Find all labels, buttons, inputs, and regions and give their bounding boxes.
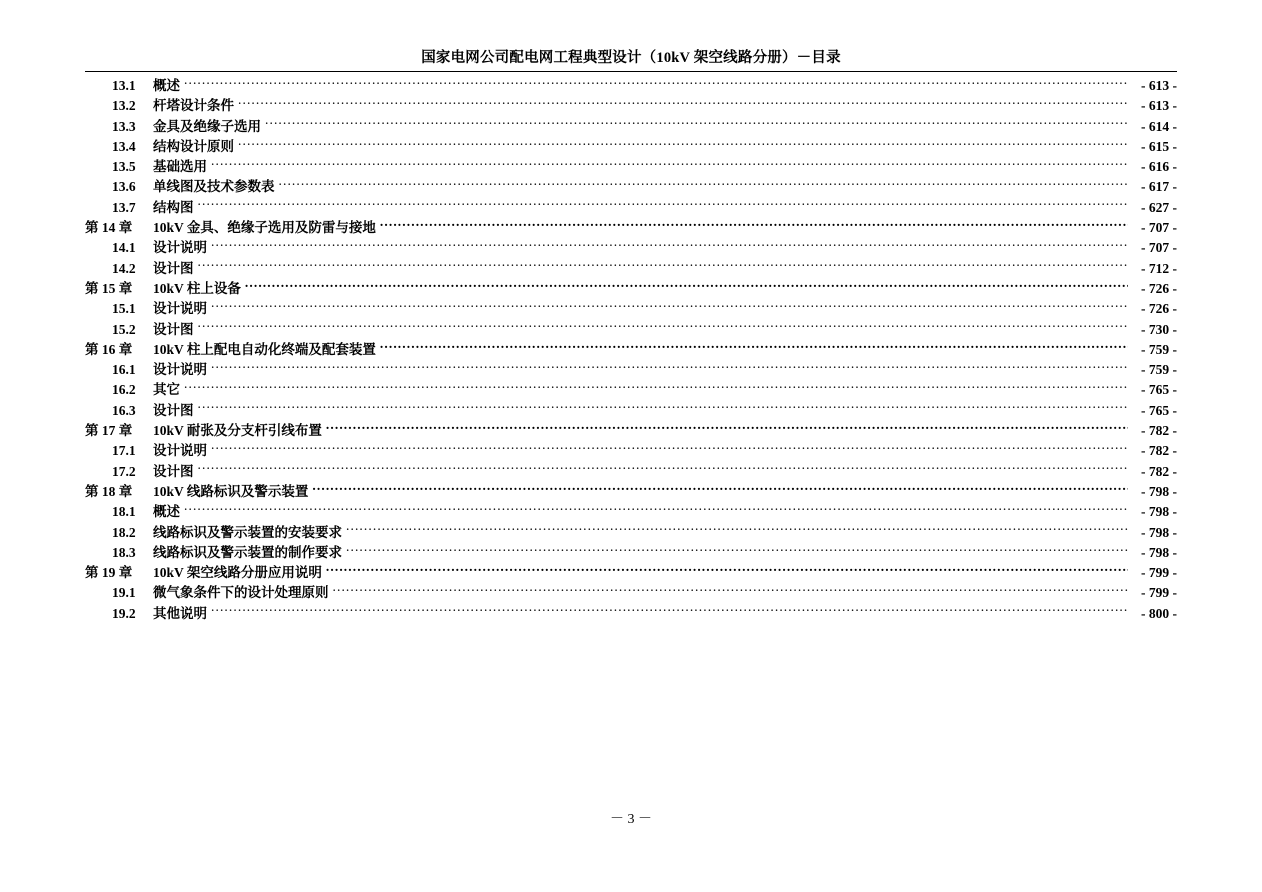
toc-entry-title: 单线图及技术参数表 — [153, 179, 275, 195]
toc-entry-page: - 765 - — [1141, 402, 1177, 418]
toc-entry[interactable] — [85, 543, 1177, 563]
toc-entry-page: - 615 - — [1141, 138, 1177, 154]
toc-entry-number: 16.3 — [112, 402, 136, 418]
toc-leader-dots — [211, 360, 1128, 374]
toc-entry-page: - 726 - — [1141, 280, 1177, 296]
toc-entry-page: - 707 - — [1141, 220, 1177, 236]
toc-leader-dots — [238, 137, 1128, 151]
toc-leader-dots — [198, 259, 1129, 273]
toc-entry-title: 设计说明 — [153, 301, 207, 317]
toc-entry-number: 14.1 — [112, 240, 136, 256]
toc-entry[interactable] — [85, 380, 1177, 400]
toc-entry-page: - 798 - — [1141, 504, 1177, 520]
toc-entry-number: 19.2 — [112, 605, 136, 621]
toc-entry-title: 设计图 — [153, 402, 194, 418]
toc-entry-number: 18.1 — [112, 504, 136, 520]
toc-entry-page: - 759 - — [1141, 362, 1177, 378]
toc-entry[interactable] — [85, 299, 1177, 319]
toc-entry[interactable] — [85, 482, 1177, 502]
header-divider — [85, 71, 1177, 72]
toc-leader-dots — [346, 523, 1128, 537]
toc-leader-dots — [198, 198, 1129, 212]
toc-leader-dots — [265, 117, 1128, 131]
toc-entry[interactable] — [85, 117, 1177, 137]
toc-entry[interactable] — [85, 320, 1177, 340]
toc-entry[interactable] — [85, 441, 1177, 461]
toc-leader-dots — [326, 421, 1128, 435]
toc-entry[interactable] — [85, 76, 1177, 96]
toc-entry-title: 10kV 金具、绝缘子选用及防雷与接地 — [153, 220, 376, 236]
toc-leader-dots — [184, 380, 1128, 394]
table-of-contents — [85, 76, 1177, 624]
toc-entry[interactable] — [85, 360, 1177, 380]
toc-entry-number: 18.3 — [112, 544, 136, 560]
toc-entry[interactable] — [85, 157, 1177, 177]
toc-leader-dots — [326, 563, 1128, 577]
toc-entry-title: 概述 — [153, 78, 180, 93]
toc-entry[interactable] — [85, 259, 1177, 279]
toc-entry-page: - 798 - — [1141, 544, 1177, 560]
toc-entry[interactable] — [85, 96, 1177, 116]
toc-entry-title: 10kV 柱上配电自动化终端及配套装置 — [153, 341, 376, 357]
toc-entry-title: 10kV 架空线路分册应用说明 — [153, 565, 322, 581]
toc-entry-page: - 765 - — [1141, 382, 1177, 398]
toc-entry-page: - 712 - — [1141, 260, 1177, 276]
toc-entry-number: 第 17 章 — [85, 423, 133, 439]
toc-entry-number: 14.2 — [112, 260, 136, 276]
toc-entry-title: 设计图 — [153, 463, 194, 479]
toc-entry-title: 结构图 — [153, 199, 194, 215]
toc-entry-number: 第 18 章 — [85, 483, 133, 499]
toc-entry-title: 10kV 柱上设备 — [153, 280, 241, 296]
toc-leader-dots — [238, 96, 1128, 110]
toc-entry-title: 线路标识及警示装置的制作要求 — [153, 544, 342, 560]
toc-leader-dots — [333, 583, 1129, 597]
toc-leader-dots — [380, 218, 1128, 232]
toc-entry-number: 第 14 章 — [85, 220, 133, 236]
toc-entry-title: 结构设计原则 — [153, 138, 234, 154]
toc-entry-title: 概述 — [153, 504, 180, 520]
toc-entry-number: 19.1 — [112, 585, 136, 601]
toc-entry[interactable] — [85, 502, 1177, 522]
toc-entry-title: 其他说明 — [153, 605, 207, 621]
toc-leader-dots — [346, 543, 1128, 557]
toc-entry-page: - 799 - — [1141, 565, 1177, 581]
toc-leader-dots — [211, 299, 1128, 313]
toc-entry-number: 18.2 — [112, 524, 136, 540]
toc-entry[interactable] — [85, 279, 1177, 299]
toc-entry[interactable] — [85, 177, 1177, 197]
toc-leader-dots — [211, 604, 1128, 618]
toc-entry-number: 第 19 章 — [85, 565, 133, 581]
toc-leader-dots — [198, 401, 1129, 415]
toc-leader-dots — [198, 320, 1129, 334]
toc-entry-title: 设计说明 — [153, 362, 207, 378]
toc-leader-dots — [279, 177, 1129, 191]
toc-entry[interactable] — [85, 198, 1177, 218]
toc-entry-number: 第 15 章 — [85, 280, 133, 296]
toc-entry[interactable] — [85, 238, 1177, 258]
toc-entry-title: 设计说明 — [153, 240, 207, 256]
toc-entry-page: - 614 - — [1141, 118, 1177, 134]
toc-leader-dots — [245, 279, 1128, 293]
toc-entry-title: 设计图 — [153, 321, 194, 337]
toc-entry[interactable] — [85, 340, 1177, 360]
toc-entry[interactable] — [85, 583, 1177, 603]
page-footer: － 3 － — [610, 812, 652, 827]
toc-leader-dots — [211, 238, 1128, 252]
toc-leader-dots — [198, 462, 1129, 476]
toc-entry-page: - 798 - — [1141, 483, 1177, 499]
toc-entry-number: 13.3 — [112, 118, 136, 134]
toc-entry-title: 10kV 线路标识及警示装置 — [153, 483, 309, 499]
toc-leader-dots — [211, 441, 1128, 455]
toc-entry-number: 17.1 — [112, 443, 136, 459]
toc-entry-title: 基础选用 — [153, 159, 207, 175]
toc-leader-dots — [211, 157, 1128, 171]
toc-entry-page: - 726 - — [1141, 301, 1177, 317]
toc-entry-number: 13.2 — [112, 98, 136, 114]
toc-entry-page: - 782 - — [1141, 443, 1177, 459]
toc-entry-title: 金具及绝缘子选用 — [153, 118, 261, 134]
toc-entry-title: 线路标识及警示装置的安装要求 — [153, 524, 342, 540]
toc-entry-page: - 782 - — [1141, 463, 1177, 479]
toc-entry-number: 13.4 — [112, 138, 136, 154]
toc-entry[interactable] — [85, 137, 1177, 157]
toc-entry[interactable] — [85, 218, 1177, 238]
toc-entry-number: 13.5 — [112, 159, 136, 175]
toc-entry-number: 15.2 — [112, 321, 136, 337]
toc-entry[interactable] — [85, 523, 1177, 543]
toc-entry-page: - 800 - — [1141, 605, 1177, 621]
toc-entry-title: 10kV 耐张及分支杆引线布置 — [153, 423, 322, 439]
toc-entry-number: 16.2 — [112, 382, 136, 398]
toc-entry[interactable] — [85, 563, 1177, 583]
toc-entry-page: - 782 - — [1141, 423, 1177, 439]
toc-entry-page: - 613 - — [1141, 78, 1177, 93]
toc-entry-title: 设计说明 — [153, 443, 207, 459]
toc-entry[interactable] — [85, 421, 1177, 441]
toc-entry-number: 13.7 — [112, 199, 136, 215]
toc-entry[interactable] — [85, 462, 1177, 482]
toc-entry-number: 13.6 — [112, 179, 136, 195]
toc-entry-page: - 613 - — [1141, 98, 1177, 114]
toc-entry-title: 设计图 — [153, 260, 194, 276]
toc-entry-number: 第 16 章 — [85, 341, 133, 357]
toc-leader-dots — [184, 76, 1128, 90]
toc-entry-title: 其它 — [153, 382, 180, 398]
toc-entry-page: - 616 - — [1141, 159, 1177, 175]
toc-entry[interactable] — [85, 604, 1177, 624]
toc-entry-number: 16.1 — [112, 362, 136, 378]
toc-entry-page: - 627 - — [1141, 199, 1177, 215]
toc-leader-dots — [184, 502, 1128, 516]
toc-entry-page: - 707 - — [1141, 240, 1177, 256]
toc-entry-title: 微气象条件下的设计处理原则 — [153, 585, 329, 601]
toc-entry-page: - 798 - — [1141, 524, 1177, 540]
toc-entry-page: - 730 - — [1141, 321, 1177, 337]
toc-entry-number: 13.1 — [112, 78, 136, 93]
toc-entry-page: - 799 - — [1141, 585, 1177, 601]
toc-entry-page: - 759 - — [1141, 341, 1177, 357]
toc-entry-page: - 617 - — [1141, 179, 1177, 195]
toc-leader-dots — [380, 340, 1128, 354]
toc-entry-title: 杆塔设计条件 — [153, 98, 234, 114]
page-header: 国家电网公司配电网工程典型设计（10kV 架空线路分册）－目录 — [421, 50, 841, 66]
toc-leader-dots — [312, 482, 1128, 496]
toc-entry-number: 15.1 — [112, 301, 136, 317]
toc-entry-number: 17.2 — [112, 463, 136, 479]
toc-entry[interactable] — [85, 401, 1177, 421]
